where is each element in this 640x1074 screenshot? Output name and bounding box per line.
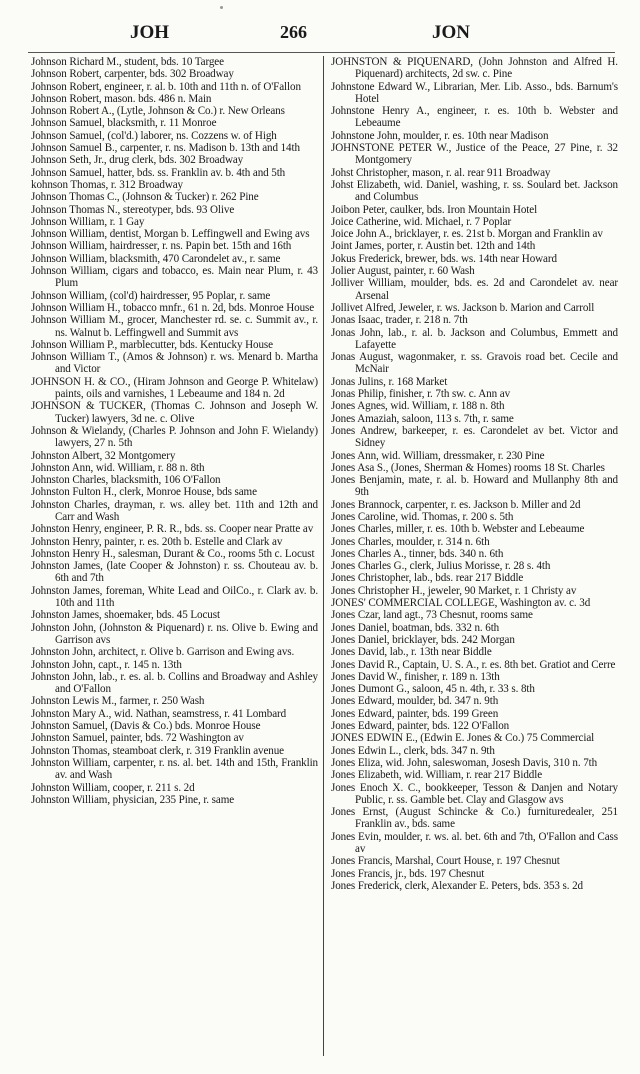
- directory-entry: kohnson Thomas, r. 312 Broadway: [31, 178, 183, 191]
- directory-entry: Jones Agnes, wid. William, r. 188 n. 8th: [331, 400, 505, 413]
- directory-entry: Johnson Robert, mason. bds. 486 n. Main: [31, 92, 212, 105]
- directory-entry: JONES EDWIN E., (Edwin E. Jones & Co.) 75 Commercial: [331, 732, 595, 745]
- header-left-guide-word: JOH: [130, 22, 170, 43]
- directory-entry: Jonas August, wagonmaker, r. ss. Gravois road bet. Cecile and McNair: [331, 351, 618, 376]
- directory-entry: Johnston Charles, drayman, r. ws. alley bet. 11th and 12th and Carr and Wash: [31, 498, 318, 523]
- directory-entry: Jones Daniel, boatman, bds. 332 n. 6th: [331, 621, 500, 634]
- directory-entry: Johnston John, lab., r. es. al. b. Collins and Broadway and Ashley and O'Fallon: [31, 670, 318, 696]
- directory-entry: Johnston Henry H., salesman, Durant & Co., rooms 5th c. Locust: [31, 547, 315, 560]
- directory-entry: Johnson Thomas N., stereotyper, bds. 93 Olive: [31, 203, 235, 216]
- directory-entry: Jones Charles, miller, r. es. 10th b. Webster and Lebeaume: [331, 523, 585, 536]
- directory-entry: Johnstone Henry A., engineer, r. es. 10th b. Webster and Lebeaume: [331, 105, 618, 130]
- directory-entry: Jones Charles A., tinner, bds. 340 n. 6th: [331, 547, 504, 560]
- directory-entry: Johnston Samuel, painter, bds. 72 Washington av: [31, 732, 244, 745]
- directory-entry: Jones Dumont G., saloon, 45 n. 4th, r. 33 s. 8th: [331, 683, 535, 696]
- directory-entry: JOHNSON H. & CO., (Hiram Johnson and George P. Whitelaw) paints, oils and varnishes, 1 Lebeaume and 184 n. 2d: [31, 375, 318, 401]
- directory-entry: Johnston John, (Johnston & Piquenard) r. ns. Olive b. Ewing and Garrison avs: [31, 621, 318, 646]
- directory-entry: Jones Enoch X. C., bookkeeper, Tesson & Danjen and Notary Public, r. ss. Gamble bet. Clay and Glasgow avs: [331, 781, 618, 806]
- directory-entry: Johnston Henry, engineer, P. R. R., bds. ss. Cooper near Pratte av: [31, 523, 314, 536]
- directory-entry: Johnson & Wielandy, (Charles P. Johnson and John F. Wielandy) lawyers, 27 n. 5th: [31, 424, 318, 450]
- directory-entry: Jones Caroline, wid. Thomas, r. 200 s. 5th: [331, 510, 514, 523]
- directory-entry: Johst Christopher, mason, r. al. rear 911 Broadway: [331, 166, 551, 179]
- directory-entry: Jones Asa S., (Jones, Sherman & Homes) rooms 18 St. Charles: [331, 461, 605, 474]
- directory-entry: Johnson Samuel, blacksmith, r. 11 Monroe: [31, 117, 217, 130]
- directory-entry: Jones Edward, painter, bds. 199 Green: [331, 707, 499, 720]
- directory-entry: Johnston William, carpenter, r. ns. al. bet. 14th and 15th, Franklin av. and Wash: [31, 756, 318, 782]
- directory-entry: Jones Frederick, clerk, Alexander E. Peters, bds. 353 s. 2d: [331, 879, 583, 892]
- directory-entry: Jones Francis, jr., bds. 197 Chesnut: [331, 867, 485, 880]
- right-column: [331, 56, 618, 892]
- directory-entry: Johnston William, cooper, r. 211 s. 2d: [31, 781, 195, 794]
- directory-entry: Jones Charles G., clerk, Julius Morisse, r. 28 s. 4th: [331, 560, 551, 573]
- directory-entry: Jones Andrew, barkeeper, r. es. Carondelet av bet. Victor and Sidney: [331, 424, 618, 450]
- directory-entry: Joice Catherine, wid. Michael, r. 7 Poplar: [331, 215, 512, 228]
- directory-entry: Johnston John, capt., r. 145 n. 13th: [31, 658, 182, 671]
- directory-entry: Jollivet Alfred, Jeweler, r. ws. Jackson b. Marion and Carroll: [331, 301, 595, 314]
- directory-entry: Jones David R., Captain, U. S. A., r. es. 8th bet. Gratiot and Cerre: [331, 658, 616, 671]
- directory-entry: JONES' COMMERCIAL COLLEGE, Washington av. c. 3d: [331, 597, 591, 610]
- directory-entry: Johnson Robert, carpenter, bds. 302 Broadway: [31, 68, 234, 81]
- directory-entry: Johnson William P., marblecutter, bds. Kentucky House: [31, 338, 273, 351]
- directory-entry: Jones Charles, moulder, r. 314 n. 6th: [331, 535, 490, 548]
- directory-entry: Johnston Ann, wid. William, r. 88 n. 8th: [31, 461, 205, 474]
- directory-entry: JOHNSON & TUCKER, (Thomas C. Johnson and Joseph W. Tucker) lawyers, 3d ne. c. Olive: [31, 400, 318, 425]
- directory-entry: Johnstone John, moulder, r. es. 10th near Madison: [331, 129, 549, 142]
- directory-entry: Johnston Samuel, (Davis & Co.) bds. Monroe House: [31, 720, 261, 733]
- directory-entry: Jonas Julins, r. 168 Market: [331, 375, 448, 388]
- paper-speck: [220, 6, 223, 9]
- header-right-guide-word: JON: [432, 22, 470, 43]
- directory-entry: Jones Evin, moulder, r. ws. al. bet. 6th and 7th, O'Fallon and Cass av: [331, 830, 618, 855]
- directory-entry: Johnston William, physician, 235 Pine, r. same: [31, 793, 235, 806]
- directory-entry: Johnston Lewis M., farmer, r. 250 Wash: [31, 695, 205, 708]
- directory-entry: Jolliver William, moulder, bds. es. 2d and Carondelet av. near Arsenal: [331, 277, 618, 302]
- directory-entry: Jonas Philip, finisher, r. 7th sw. c. Ann av: [331, 388, 511, 401]
- directory-entry: Johnston James, foreman, White Lead and OilCo., r. Clark av. b. 10th and 11th: [31, 584, 318, 610]
- header-rule: [28, 52, 615, 53]
- directory-entry: Johnson Samuel B., carpenter, r. ns. Madison b. 13th and 14th: [31, 142, 300, 155]
- directory-entry: Jones David W., finisher, r. 189 n. 13th: [331, 670, 500, 683]
- directory-entry: Jones Elizabeth, wid. William, r. rear 217 Biddle: [331, 769, 543, 782]
- directory-entry: Johnston James, (late Cooper & Johnston) r. ss. Chouteau av. b. 6th and 7th: [31, 560, 318, 585]
- directory-entry: Johnson William, dentist, Morgan b. Leffingwell and Ewing avs: [31, 228, 310, 241]
- directory-entry: Johnson Samuel, (col'd.) laborer, ns. Cozzens w. of High: [31, 129, 277, 142]
- directory-entry: Johnson Richard M., student, bds. 10 Targee: [31, 56, 224, 68]
- directory-entry: Johnston Fulton H., clerk, Monroe House, bds same: [31, 486, 257, 499]
- directory-entry: Jonas John, lab., r. al. b. Jackson and Columbus, Emmett and Lafayette: [331, 326, 618, 351]
- directory-entry: Jones Edward, moulder, bd. 347 n. 9th: [331, 695, 499, 708]
- directory-entry: Johnson William M., grocer, Manchester rd. se. c. Summit av., r. ns. Walnut b. Leffingwell and Summit avs: [31, 314, 318, 339]
- directory-entry: Jones Ann, wid. William, dressmaker, r. 230 Pine: [331, 449, 545, 462]
- directory-entry: Jokus Frederick, brewer, bds. ws. 14th near Howard: [331, 252, 557, 265]
- column-separator: [323, 56, 324, 1056]
- directory-entry: Jones Czar, land agt., 73 Chesnut, rooms same: [331, 609, 533, 622]
- directory-entry: Joint James, porter, r. Austin bet. 12th and 14th: [331, 240, 536, 253]
- directory-entry: Johnson Robert, engineer, r. al. b. 10th and 11th n. of O'Fallon: [31, 80, 301, 93]
- directory-entry: Jones Brannock, carpenter, r. es. Jackson b. Miller and 2d: [331, 498, 581, 511]
- directory-entry: Johnson William, blacksmith, 470 Carondelet av., r. same: [31, 252, 281, 265]
- directory-entry: Jones Francis, Marshal, Court House, r. 197 Chesnut: [331, 855, 560, 868]
- directory-entry: Johst Elizabeth, wid. Daniel, washing, r. ss. Soulard bet. Jackson and Columbus: [331, 178, 618, 204]
- directory-entry: Johnson Samuel, hatter, bds. ss. Franklin av. b. 4th and 5th: [31, 166, 286, 179]
- directory-entry: Jones Ernst, (August Schincke & Co.) furnituredealer, 251 Franklin av., bds. same: [331, 806, 618, 831]
- directory-entry: Jones Christopher, lab., bds. rear 217 Biddle: [331, 572, 524, 585]
- directory-entry: Jones Christopher H., jeweler, 90 Market, r. 1 Christy av: [331, 584, 577, 597]
- directory-entry: Johnson William H., tobacco mnfr., 61 n. 2d, bds. Monroe House: [31, 301, 315, 314]
- directory-entry: Jones Eliza, wid. John, saleswoman, Josesh Davis, 310 n. 7th: [331, 756, 598, 769]
- directory-entry: Jones Benjamin, mate, r. al. b. Howard and Mullanphy 8th and 9th: [331, 474, 618, 499]
- directory-entry: Johnston Albert, 32 Montgomery: [31, 449, 176, 462]
- directory-entry: Johnston John, architect, r. Olive b. Garrison and Ewing avs.: [31, 646, 295, 659]
- directory-entry: JOHNSTONE PETER W., Justice of the Peace, 27 Pine, r. 32 Montgomery: [331, 142, 618, 167]
- directory-entry: Johnson William, hairdresser, r. ns. Papin bet. 15th and 16th: [31, 240, 292, 253]
- directory-entry: Joibon Peter, caulker, bds. Iron Mountain Hotel: [331, 203, 538, 216]
- directory-entry: Jones Edward, painter, bds. 122 O'Fallon: [331, 720, 510, 733]
- directory-entry: Johnson Seth, Jr., drug clerk, bds. 302 Broadway: [31, 154, 244, 167]
- page-number: 266: [280, 22, 307, 42]
- directory-entry: Johnson William, (col'd) hairdresser, 95 Poplar, r. same: [31, 289, 271, 302]
- directory-entry: Johnson Thomas C., (Johnson & Tucker) r. 262 Pine: [31, 191, 259, 204]
- directory-entry: Johnston James, shoemaker, bds. 45 Locust: [31, 609, 220, 622]
- directory-entry: Johnson Robert A., (Lytle, Johnson & Co.) r. New Orleans: [31, 105, 285, 118]
- directory-entry: Johnson William, cigars and tobacco, es. Main near Plum, r. 43 Plum: [31, 265, 318, 290]
- directory-entry: Johnston Thomas, steamboat clerk, r. 319 Franklin avenue: [31, 744, 285, 757]
- directory-entry: Jones David, lab., r. 13th near Biddle: [331, 646, 492, 659]
- directory-entry: Johnson William, r. 1 Gay: [31, 215, 145, 228]
- directory-entry: Jonas Isaac, trader, r. 218 n. 7th: [331, 314, 468, 327]
- directory-entry: Jones Edwin L., clerk, bds. 347 n. 9th: [331, 744, 495, 757]
- directory-entry: Jolier August, painter, r. 60 Wash: [331, 265, 475, 278]
- directory-entry: Joice John A., bricklayer, r. es. 21st b. Morgan and Franklin av: [331, 228, 603, 241]
- directory-entry: JOHNSTON & PIQUENARD, (John Johnston and Alfred H. Piquenard) architects, 2d sw. c. Pine: [331, 56, 618, 81]
- directory-entry: Johnston Henry, painter, r. es. 20th b. Estelle and Clark av: [31, 535, 283, 548]
- page-header: [28, 22, 616, 50]
- directory-entry: Johnston Mary A., wid. Nathan, seamstress, r. 41 Lombard: [31, 707, 287, 720]
- directory-entry: Jones Amaziah, saloon, 113 s. 7th, r. same: [331, 412, 514, 425]
- directory-entry: Johnstone Edward W., Librarian, Mer. Lib. Asso., bds. Barnum's Hotel: [331, 80, 618, 105]
- directory-entry: Johnson William T., (Amos & Johnson) r. ws. Menard b. Martha and Victor: [31, 351, 318, 376]
- directory-entry: Johnston Charles, blacksmith, 106 O'Fallon: [31, 474, 221, 487]
- directory-entry: Jones Daniel, bricklayer, bds. 242 Morgan: [331, 633, 515, 646]
- left-column: [31, 56, 318, 806]
